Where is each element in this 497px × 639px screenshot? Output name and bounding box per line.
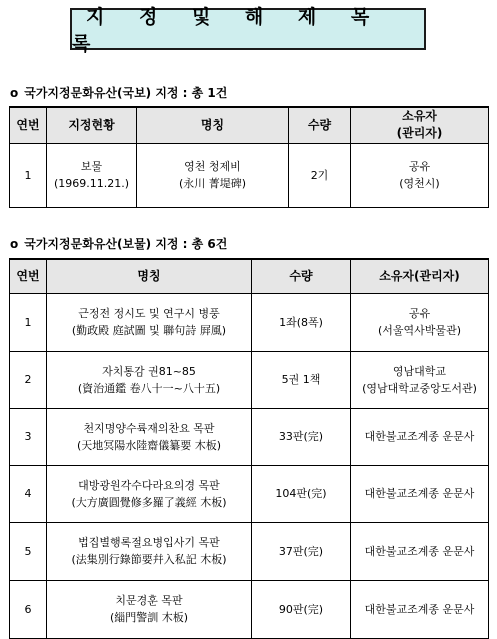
cell-name <box>47 465 252 522</box>
cell-name-line2: (永川 菁堤碑) <box>178 177 247 190</box>
cell-no: 4 <box>10 465 47 522</box>
cell-name-line2: (大方廣圓覺修多羅了義經 木板) <box>71 495 227 509</box>
cell-owner-line1: 공유 <box>408 160 431 173</box>
cell-status <box>47 143 137 207</box>
national-treasure-table <box>9 106 489 208</box>
cell-no: 5 <box>10 522 47 580</box>
cell-qty: 37판(完) <box>252 522 351 580</box>
table-row <box>10 522 489 580</box>
cell-qty: 90판(完) <box>252 580 351 638</box>
cell-name-line2: (天地冥陽水陸齋儀纂要 木板) <box>76 438 222 452</box>
cell-owner <box>351 293 489 351</box>
cell-qty: 33판(完) <box>252 408 351 465</box>
header-name: 명칭 <box>137 107 289 143</box>
table-row <box>10 293 489 351</box>
header-owner <box>351 107 489 143</box>
header-no: 연번 <box>10 259 47 293</box>
cell-owner-line1: 영남대학교 <box>392 364 447 378</box>
table-header-row <box>10 259 489 293</box>
cell-qty: 5권 1책 <box>252 351 351 408</box>
cell-qty: 104판(完) <box>252 465 351 522</box>
cell-owner: 대한불교조계종 운문사 <box>351 580 489 638</box>
bullet-marker: o <box>10 86 19 100</box>
cell-owner <box>351 143 489 207</box>
section-heading-national-treasure <box>10 84 227 101</box>
treasure-table <box>9 258 489 639</box>
section-heading-text: 국가지정문화유산(보물) 지정 : 총 6건 <box>24 237 228 251</box>
cell-status-line2: (1969.11.21.) <box>53 177 130 190</box>
bullet-marker: o <box>10 237 19 251</box>
cell-name <box>47 351 252 408</box>
cell-name <box>47 580 252 638</box>
cell-owner-line2: (영남대학교중앙도서관) <box>362 381 477 395</box>
cell-name-line2: (法集別行錄節要幷入私記 木板) <box>71 553 227 566</box>
section-heading-treasure <box>10 235 227 252</box>
section-heading-text: 국가지정문화유산(국보) 지정 : 총 1건 <box>24 86 228 100</box>
cell-owner <box>351 351 489 408</box>
cell-owner: 대한불교조계종 운문사 <box>351 465 489 522</box>
cell-owner-line2: (서울역사박물관) <box>378 324 461 337</box>
cell-name-line1: 치문경훈 목판 <box>115 594 183 607</box>
table-row <box>10 465 489 522</box>
table-row <box>10 143 489 207</box>
cell-owner-line2: (영천시) <box>399 177 440 190</box>
cell-name-line2: (資治通鑑 卷八十一~八十五) <box>77 381 221 395</box>
cell-no: 2 <box>10 351 47 408</box>
cell-name-line1: 영천 청제비 <box>184 160 241 173</box>
cell-name <box>137 143 289 207</box>
cell-name-line2: (緇門警訓 木板) <box>109 611 189 624</box>
cell-qty: 2기 <box>289 143 351 207</box>
cell-qty: 1좌(8폭) <box>252 293 351 351</box>
header-status: 지정현황 <box>47 107 137 143</box>
header-name: 명칭 <box>47 259 252 293</box>
table-row <box>10 580 489 638</box>
cell-name-line1: 법집별행록절요병입사기 목판 <box>78 536 220 549</box>
table-row <box>10 351 489 408</box>
cell-name-line1: 대방광원각수다라요의경 목판 <box>78 478 220 492</box>
cell-no: 1 <box>10 143 47 207</box>
header-owner-line2: (관리자) <box>396 126 443 141</box>
cell-name-line1: 자치통감 권81~85 <box>102 364 196 378</box>
cell-name-line1: 근정전 정시도 및 연구시 병풍 <box>78 307 220 320</box>
header-owner-line1: 소유자 <box>402 109 437 124</box>
cell-status-line1: 보물 <box>80 160 103 173</box>
page-title: 지 정 및 해 제 목 록 <box>70 8 426 50</box>
cell-owner: 대한불교조계종 운문사 <box>351 408 489 465</box>
cell-no: 1 <box>10 293 47 351</box>
cell-no: 3 <box>10 408 47 465</box>
cell-name <box>47 293 252 351</box>
cell-name-line1: 천지명양수륙재의찬요 목판 <box>83 421 215 435</box>
cell-name <box>47 408 252 465</box>
header-no: 연번 <box>10 107 47 143</box>
cell-owner: 대한불교조계종 운문사 <box>351 522 489 580</box>
table-header-row <box>10 107 489 143</box>
table-row <box>10 408 489 465</box>
cell-name-line2: (勤政殿 庭試圖 및 聯句詩 屛風) <box>71 324 227 337</box>
cell-name <box>47 522 252 580</box>
header-qty: 수량 <box>289 107 351 143</box>
header-owner: 소유자(관리자) <box>351 259 489 293</box>
header-qty: 수량 <box>252 259 351 293</box>
cell-no: 6 <box>10 580 47 638</box>
cell-owner-line1: 공유 <box>408 307 431 320</box>
